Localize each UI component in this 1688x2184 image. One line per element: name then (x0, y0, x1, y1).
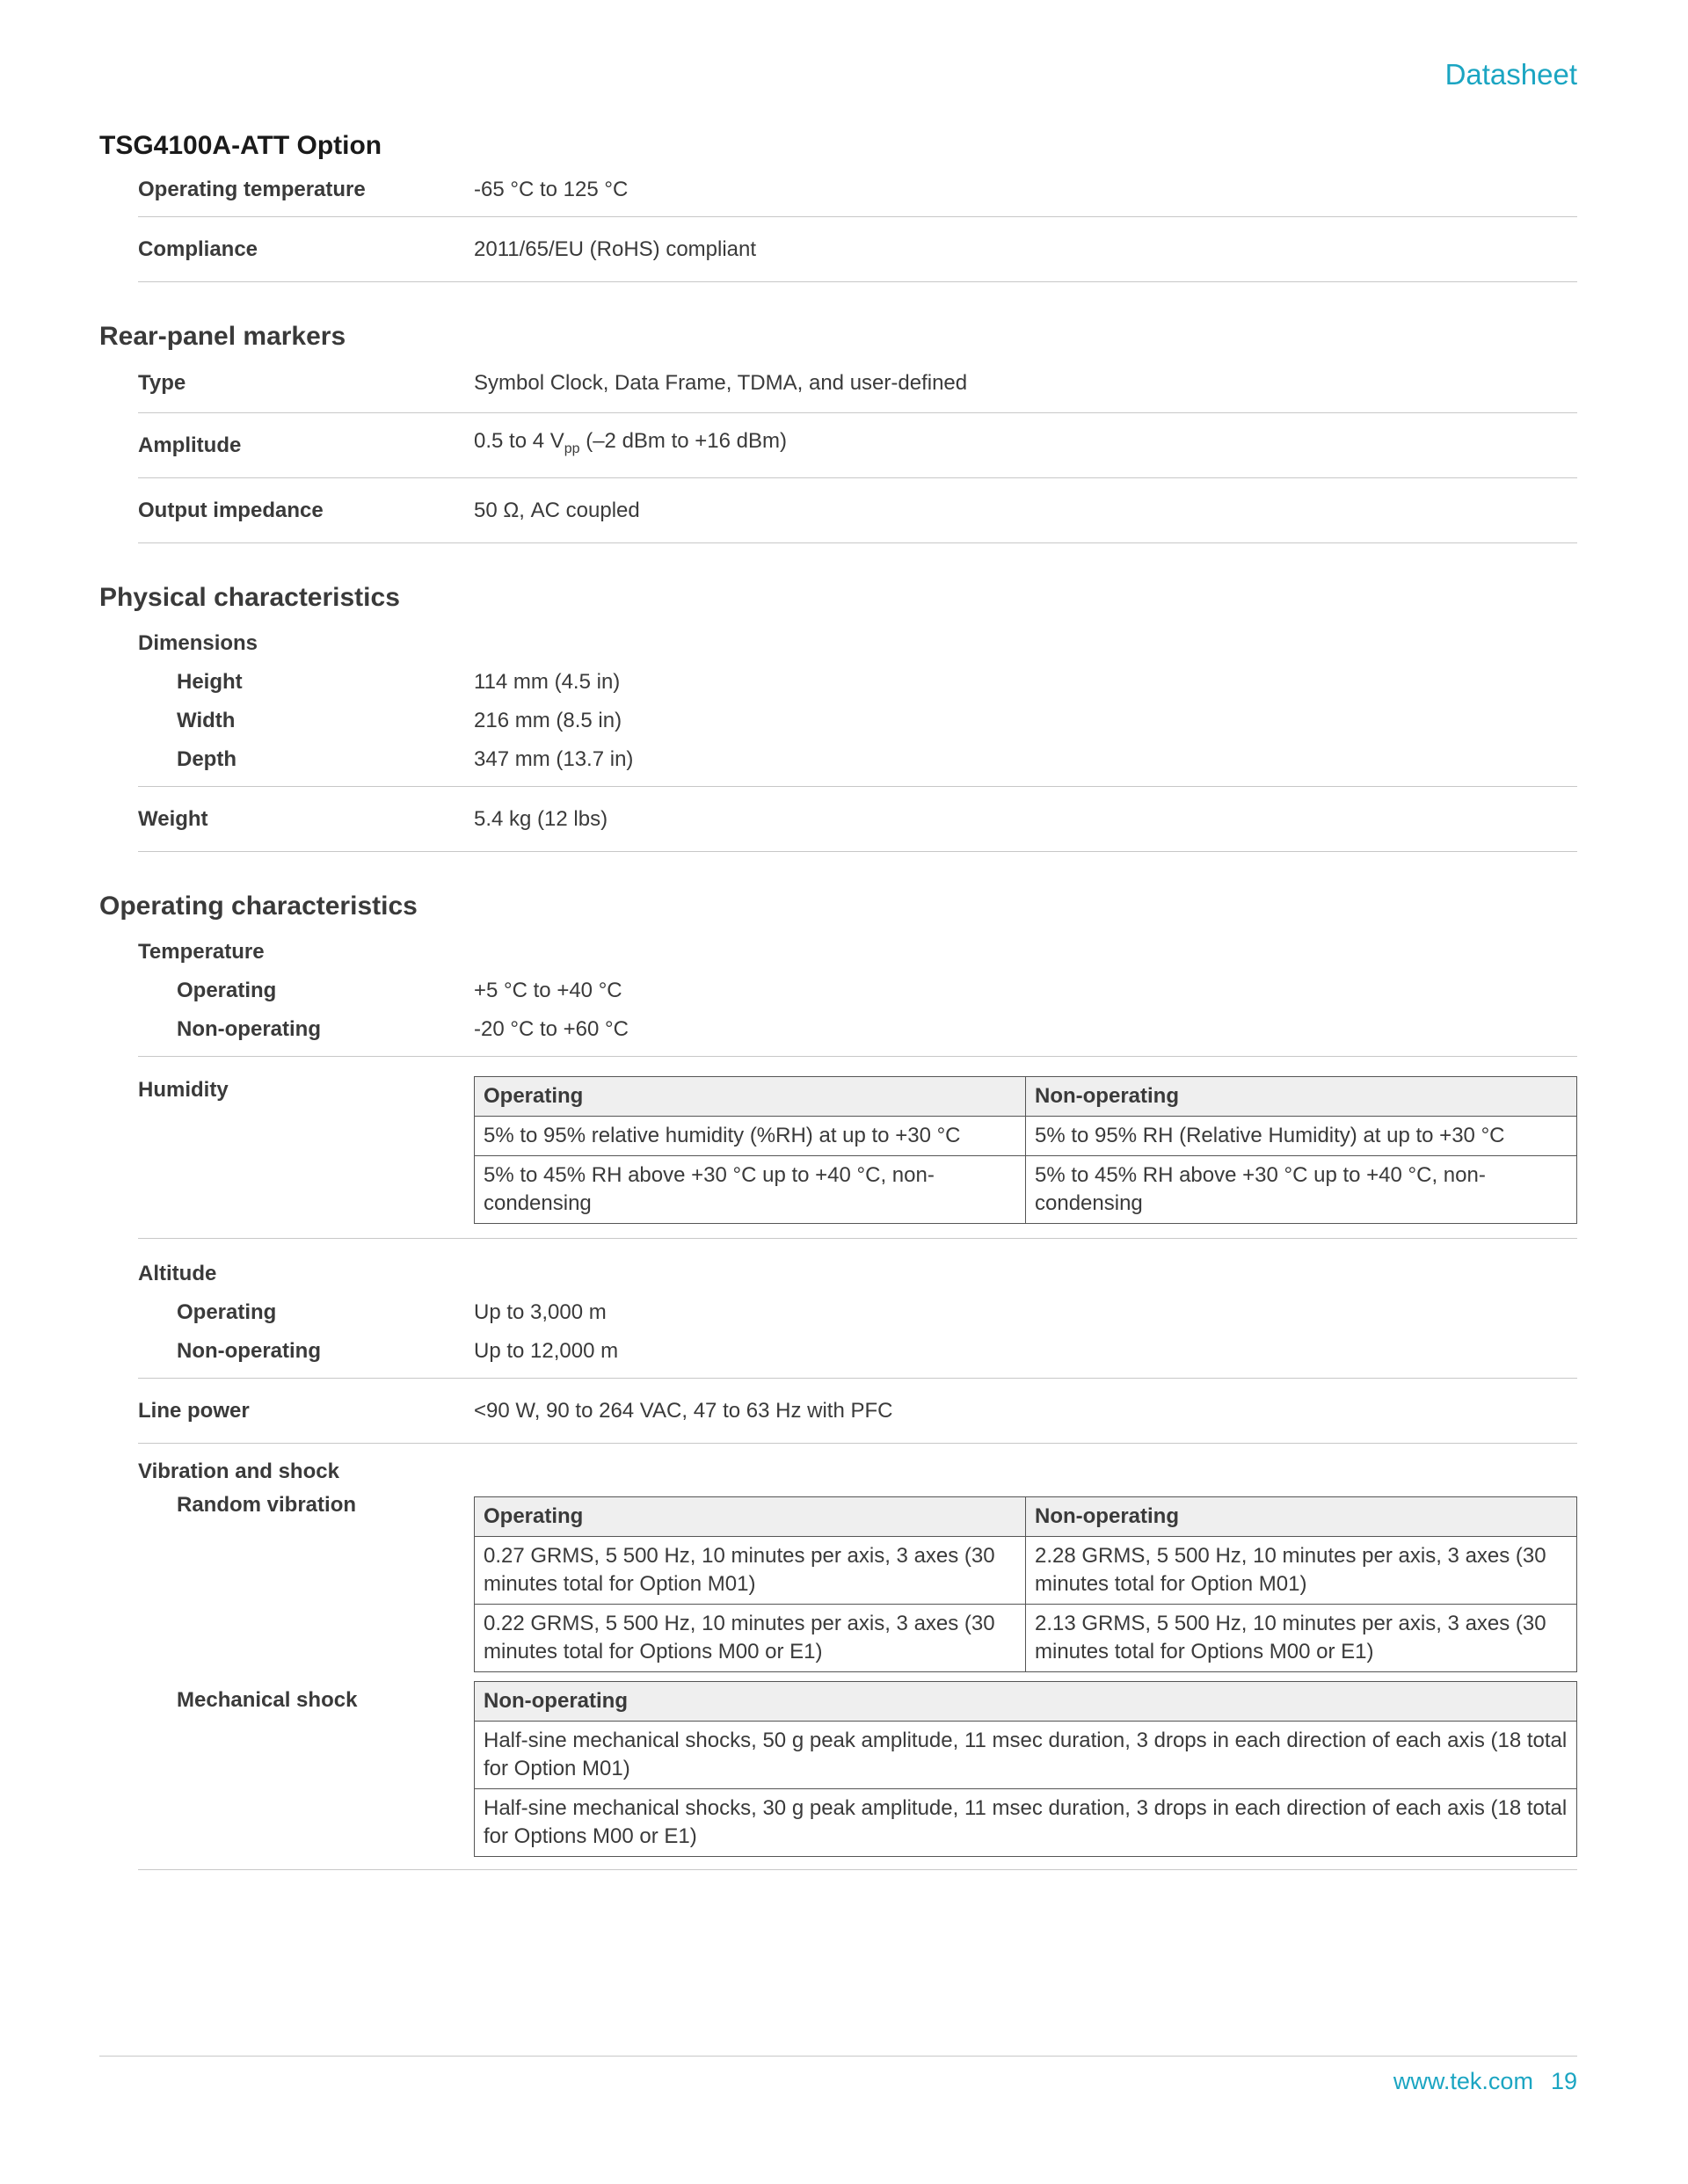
spec-group-vibration-shock (138, 1444, 1577, 1870)
spec-label: Output impedance (138, 498, 324, 522)
spec-value: 216 mm (8.5 in) (474, 709, 622, 732)
spec-group-temperature (138, 924, 1577, 1057)
spec-label: Humidity (138, 1078, 229, 1102)
spec-label: Weight (138, 806, 208, 831)
spec-label: Height (177, 670, 243, 694)
random-vibration-table (474, 1496, 1577, 1672)
group-label-dimensions: Dimensions (138, 631, 258, 655)
operating-rows (138, 924, 1577, 1870)
spec-label: Type (138, 371, 186, 395)
table-cell: 5% to 95% relative humidity (%RH) at up to +30 °C (475, 1117, 1026, 1156)
spec-value: Symbol Clock, Data Frame, TDMA, and user-defined (474, 371, 968, 395)
spec-row-amplitude (138, 413, 1577, 478)
table-header-cell: Non-operating (1026, 1077, 1577, 1117)
section-title-operating: Operating characteristics (99, 892, 418, 921)
datasheet-label: Datasheet (1444, 58, 1577, 91)
spec-value (474, 1076, 1577, 1224)
spec-value: <90 W, 90 to 264 VAC, 47 to 63 Hz with PFC (474, 1398, 893, 1423)
spec-row-random-vibration (138, 1491, 1577, 1672)
table-cell: 2.28 GRMS, 5 500 Hz, 10 minutes per axis, 3 axes (30 minutes total for Option M01) (1026, 1537, 1577, 1605)
table-cell: 0.27 GRMS, 5 500 Hz, 10 minutes per axis, 3 axes (30 minutes total for Option M01) (475, 1537, 1026, 1605)
spec-label: Line power (138, 1398, 250, 1423)
spec-row-height (138, 663, 1577, 702)
att-rows (138, 164, 1577, 282)
spec-label: Mechanical shock (177, 1688, 358, 1712)
spec-row-mechanical-shock (138, 1681, 1577, 1857)
mechanical-shock-table (474, 1681, 1577, 1857)
spec-label: Operating (177, 979, 277, 1002)
spec-group-dimensions (138, 615, 1577, 787)
table-header-cell: Operating (475, 1077, 1026, 1117)
spec-label: Non-operating (177, 1339, 321, 1363)
spec-row-compliance (138, 217, 1577, 282)
table-header-row (475, 1497, 1577, 1537)
spec-label: Operating (177, 1300, 277, 1324)
table-cell: 0.22 GRMS, 5 500 Hz, 10 minutes per axis, 3 axes (30 minutes total for Options M00 or E1) (475, 1605, 1026, 1672)
spec-row-alt-operating (138, 1293, 1577, 1332)
table-cell: 2.13 GRMS, 5 500 Hz, 10 minutes per axis, 3 axes (30 minutes total for Options M00 or E1) (1026, 1605, 1577, 1672)
spec-row-temp-non-operating (138, 1010, 1577, 1049)
spec-value: 0.5 to 4 $V_{pp}$ (–2 dBm to +16 dBm) (474, 429, 787, 456)
spec-value: 50 Ω, AC coupled (474, 498, 640, 522)
spec-label: Depth (177, 747, 236, 771)
table-cell: 5% to 95% RH (Relative Humidity) at up to +30 °C (1026, 1117, 1577, 1156)
table-header-cell: Non-operating (1026, 1497, 1577, 1537)
spec-value: -20 °C to +60 °C (474, 1017, 629, 1041)
spec-label: Random vibration (177, 1493, 357, 1517)
spec-value: 114 mm (4.5 in) (474, 670, 621, 694)
table-row (475, 1722, 1577, 1789)
spec-value: -65 °C to 125 °C (474, 178, 629, 201)
footer-divider (99, 2056, 1577, 2057)
spec-value: Up to 12,000 m (474, 1339, 619, 1363)
table-header-row (475, 1682, 1577, 1722)
table-header-cell: Operating (475, 1497, 1026, 1537)
group-label-altitude: Altitude (138, 1262, 217, 1285)
page-footer (1376, 2068, 1577, 2095)
spec-row-alt-non-operating (138, 1332, 1577, 1371)
spec-row-weight (138, 787, 1577, 852)
spec-value: +5 °C to +40 °C (474, 979, 622, 1002)
table-row (475, 1605, 1577, 1672)
footer-site-link[interactable]: www.tek.com (1393, 2068, 1533, 2094)
spec-row-type (138, 354, 1577, 413)
spec-row-line-power (138, 1379, 1577, 1444)
spec-row-operating-temperature (138, 164, 1577, 217)
table-cell: 5% to 45% RH above +30 °C up to +40 °C, non-condensing (475, 1156, 1026, 1224)
spec-value: 347 mm (13.7 in) (474, 747, 634, 771)
spec-row-depth (138, 740, 1577, 779)
group-label-temperature: Temperature (138, 940, 265, 964)
spec-row-temp-operating (138, 972, 1577, 1010)
table-row (475, 1789, 1577, 1857)
physical-rows (138, 615, 1577, 852)
spec-label: Amplitude (138, 433, 242, 457)
table-header-cell: Non-operating (475, 1682, 1577, 1722)
spec-row-output-impedance (138, 478, 1577, 543)
table-header-row (475, 1077, 1577, 1117)
spec-label: Operating temperature (138, 178, 366, 201)
section-title-rear-panel: Rear-panel markers (99, 322, 346, 351)
spec-value (474, 1491, 1577, 1672)
table-cell: Half-sine mechanical shocks, 30 g peak amplitude, 11 msec duration, 3 drops in each direction of each axis (18 total for Options M00 or E1) (475, 1789, 1577, 1857)
table-row (475, 1156, 1577, 1224)
page-content (99, 128, 1577, 1870)
spec-group-altitude (138, 1239, 1577, 1379)
spec-value: Up to 3,000 m (474, 1300, 607, 1324)
spec-row-humidity (138, 1057, 1577, 1239)
spec-label: Non-operating (177, 1017, 321, 1041)
spec-label: Width (177, 709, 236, 732)
section-title-physical: Physical characteristics (99, 583, 400, 612)
table-cell: Half-sine mechanical shocks, 50 g peak amplitude, 11 msec duration, 3 drops in each direction of each axis (18 total for Option M01) (475, 1722, 1577, 1789)
spec-value: 2011/65/EU (RoHS) compliant (474, 237, 757, 261)
spec-row-width (138, 702, 1577, 740)
table-cell: 5% to 45% RH above +30 °C up to +40 °C, non-condensing (1026, 1156, 1577, 1224)
section-title-att: TSG4100A-ATT Option (99, 131, 382, 160)
rear-rows (138, 354, 1577, 543)
spec-value (474, 1681, 1577, 1857)
spec-label: Compliance (138, 237, 258, 261)
spec-value: 5.4 kg (12 lbs) (474, 806, 608, 831)
table-row (475, 1537, 1577, 1605)
humidity-table (474, 1076, 1577, 1224)
table-row (475, 1117, 1577, 1156)
page-number: 19 (1550, 2068, 1577, 2094)
group-label-vibration: Vibration and shock (138, 1460, 339, 1483)
